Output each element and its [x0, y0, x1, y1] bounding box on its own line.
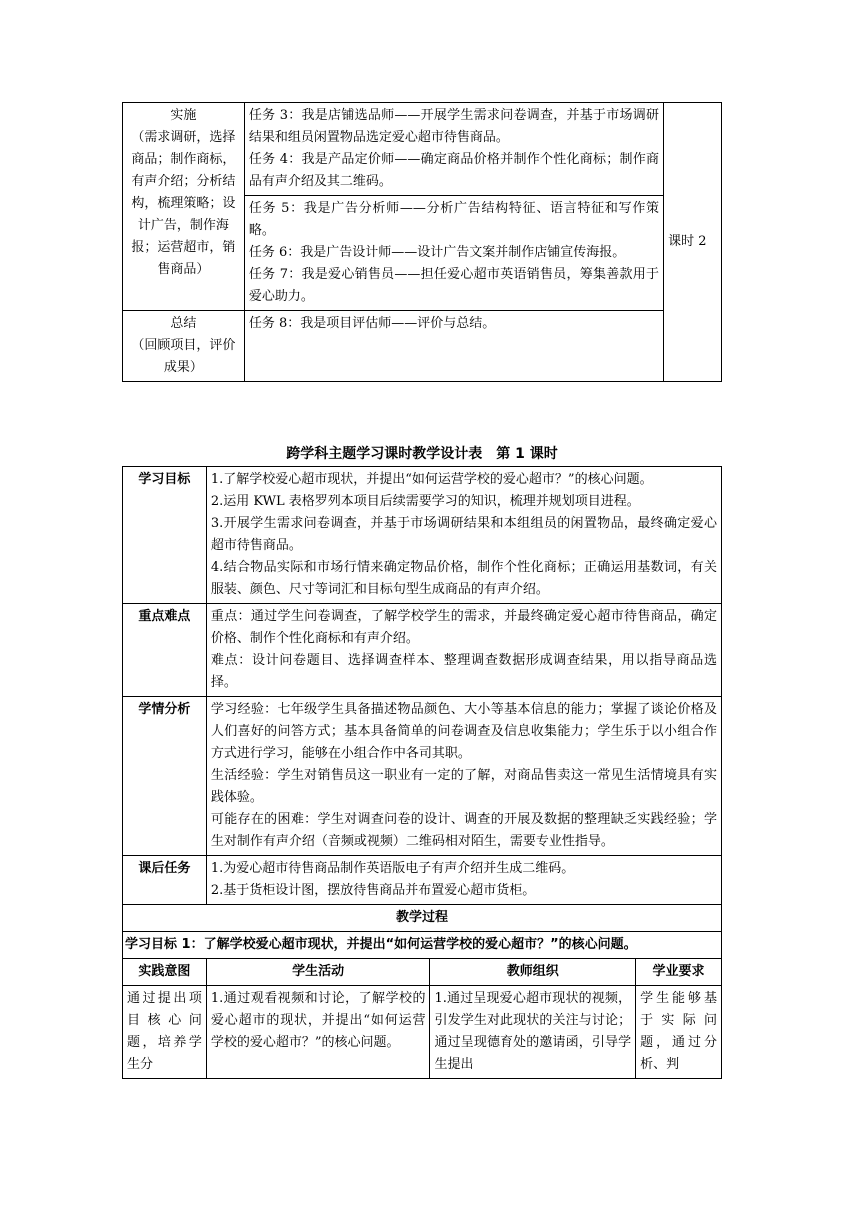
- col-header-intent: 实践意图: [123, 959, 207, 986]
- col-header-requirement: 学业要求: [636, 959, 722, 986]
- goal-item: 2.运用 KWL 表格罗列本项目后续需要学习的知识，梳理并规划项目进程。: [210, 494, 640, 509]
- task-6: 任务 6：我是广告设计师——设计广告文案并制作店铺宣传海报。: [248, 245, 626, 260]
- task-5: 任务 5：我是广告分析师——分析广告结构特征、语言特征和写作策略。: [248, 201, 660, 238]
- analysis-item: 可能存在的困难：学生对调查问卷的设计、调查的开展及数据的整理缺乏实践经验；学生对制作有声介绍（音频或视频）二维码相对陌生，需要专业性指导。: [210, 812, 717, 849]
- homework-item: 1.为爱心超市待售商品制作英语版电子有声介绍并生成二维码。: [210, 861, 575, 876]
- lesson-design-title: 跨学科主题学习课时教学设计表 第 1 课时: [286, 446, 558, 462]
- lesson-label: 课时 2: [668, 234, 707, 249]
- goal-item: 3.开展学生需求问卷调查，并基于市场调研结果和本组组员的闲置物品，最终确定爱心超市待售商品。: [210, 516, 717, 553]
- student-activity-cell: 1.通过观看视频和讨论，了解学校的爱心超市的现状，并提出“如何运营学校的爱心超市？”的核心问题。: [206, 986, 430, 1079]
- analysis-item: 生活经验：学生对销售员这一职业有一定的了解，对商品售卖这一常见生活情境具有实践体验。: [210, 768, 717, 805]
- homework-label: 课后任务: [123, 856, 207, 905]
- homework-item: 2.基于货柜设计图，摆放待售商品并布置爱心超市货柜。: [210, 883, 536, 898]
- task-8: 任务 8：我是项目评估师——评价与总结。: [248, 316, 496, 331]
- focus-label: 重点难点: [123, 604, 207, 697]
- lesson-design-table: [122, 466, 722, 1079]
- project-plan-table: [122, 102, 722, 382]
- stage-description: （回顾项目，评价成果）: [131, 338, 236, 375]
- focus-item: 难点：设计问卷题目、选择调查样本、整理调查数据形成调查结果，用以指导商品选择。: [210, 653, 717, 690]
- analysis-cell: [206, 697, 721, 856]
- intent-cell: 通过提出项目核心问题，培养学生分: [123, 986, 207, 1079]
- process-header: 教学过程: [123, 905, 722, 932]
- homework-cell: [206, 856, 721, 905]
- task-3: 任务 3：我是店铺选品师——开展学生需求问卷调查，并基于市场调研结果和组员闲置物品选定爱心超市待售商品。: [248, 108, 660, 145]
- goals-cell: [206, 467, 721, 604]
- teacher-organization-cell: 1.通过呈现爱心超市现状的视频，引发学生对此现状的关注与讨论；通过呈现德育处的邀请函，引导学生提出: [430, 986, 636, 1079]
- col-header-student: 学生活动: [206, 959, 430, 986]
- task-4: 任务 4：我是产品定价师——确定商品价格并制作个性化商标；制作商品有声介绍及其二维码。: [248, 152, 660, 189]
- stage-description: （需求调研，选择商品；制作商标，有声介绍；分析结构，梳理策略；设计广告，制作海报；运营超市，销售商品）: [131, 130, 236, 277]
- focus-item: 重点：通过学生问卷调查，了解学校学生的需求，并最终确定爱心超市待售商品，确定价格、制作个性化商标和有声介绍。: [210, 609, 717, 646]
- analysis-item: 学习经验：七年级学生具备描述物品颜色、大小等基本信息的能力；掌握了谈论价格及人们喜好的问答方式；基本具备简单的问卷调查及信息收集能力；学生乐于以小组合作方式进行学习，能够在小组合作中各司其职。: [210, 702, 717, 761]
- stage-name: 总结: [170, 316, 197, 331]
- tasks-5-7-cell: [244, 196, 663, 311]
- summary-stage-cell: [123, 311, 245, 382]
- col-header-teacher: 教师组织: [430, 959, 636, 986]
- goal-item: 1.了解学校爱心超市现状，并提出“如何运营学校的爱心超市？”的核心问题。: [210, 472, 653, 487]
- focus-cell: [206, 604, 721, 697]
- goal-item: 4.结合物品实际和市场行情来确定物品价格，制作个性化商标；正确运用基数词，有关服装、颜色、尺寸等词汇和目标句型生成商品的有声介绍。: [210, 560, 717, 597]
- requirement-cell: 学生能够基于实际问题，通过分析、判: [636, 986, 722, 1079]
- goal1-header: 学习目标 1：了解学校爱心超市现状，并提出“如何运营学校的爱心超市？”的核心问题。: [123, 932, 722, 959]
- stage-name: 实施: [170, 108, 197, 123]
- lesson-cell: [664, 103, 722, 382]
- tasks-3-4-cell: [244, 103, 663, 196]
- task-7: 任务 7：我是爱心销售员——担任爱心超市英语销售员，筹集善款用于爱心助力。: [248, 267, 660, 304]
- analysis-label: 学情分析: [123, 697, 207, 856]
- goals-label: 学习目标: [123, 467, 207, 604]
- implementation-stage-cell: [123, 103, 245, 311]
- task-8-cell: [244, 311, 663, 382]
